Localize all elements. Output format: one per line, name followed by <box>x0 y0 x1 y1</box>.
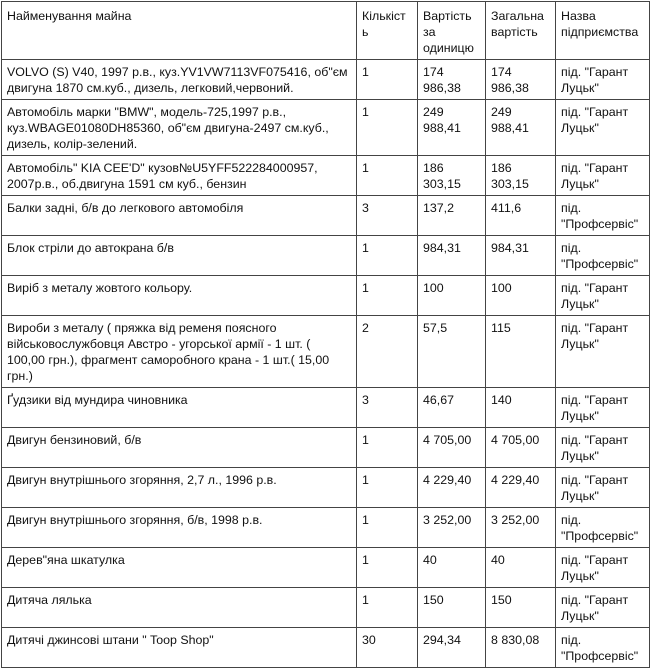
header-company: Назва підприємства <box>556 2 650 60</box>
cell-unit-price: 57,5 <box>418 316 486 388</box>
cell-name: Двигун внутрішнього згоряння, 2,7 л., 1996 р.в. <box>2 468 357 508</box>
table-row <box>2 508 650 548</box>
cell-total-price: 984,31 <box>486 236 556 276</box>
cell-quantity: 3 <box>357 196 418 236</box>
cell-name: VOLVO (S) V40, 1997 р.в., куз.YV1VW7113VF075416, об"єм двигуна 1870 см.куб., дизель, легковий,червоний. <box>2 60 357 100</box>
cell-name: Дерев"яна шкатулка <box>2 548 357 588</box>
cell-unit-price: 46,67 <box>418 388 486 428</box>
cell-company: під. "Профсервіс" <box>556 196 650 236</box>
cell-unit-price: 150 <box>418 588 486 628</box>
cell-company: під. "Профсервіс" <box>556 508 650 548</box>
cell-total-price: 150 <box>486 588 556 628</box>
cell-name: Двигун внутрішнього згоряння, б/в, 1998 р.в. <box>2 508 357 548</box>
cell-company: під. "Гарант Луцьк" <box>556 100 650 156</box>
cell-quantity: 1 <box>357 548 418 588</box>
cell-company: під. "Гарант Луцьк" <box>556 276 650 316</box>
cell-company: під. "Гарант Луцьк" <box>556 156 650 196</box>
cell-company: під. "Гарант Луцьк" <box>556 428 650 468</box>
table-row <box>2 628 650 668</box>
cell-total-price: 4 229,40 <box>486 468 556 508</box>
cell-quantity: 3 <box>357 388 418 428</box>
cell-quantity: 2 <box>357 316 418 388</box>
table-row <box>2 156 650 196</box>
header-name: Найменування майна <box>2 2 357 60</box>
cell-company: під. "Гарант Луцьк" <box>556 588 650 628</box>
table-row <box>2 196 650 236</box>
cell-unit-price: 249 988,41 <box>418 100 486 156</box>
cell-quantity: 1 <box>357 508 418 548</box>
table-row <box>2 588 650 628</box>
cell-company: під. "Профсервіс" <box>556 628 650 668</box>
cell-name: Двигун бензиновий, б/в <box>2 428 357 468</box>
table-row <box>2 548 650 588</box>
table-row <box>2 388 650 428</box>
header-unit-price: Вартість за одиницю <box>418 2 486 60</box>
cell-unit-price: 4 705,00 <box>418 428 486 468</box>
cell-company: під. "Профсервіс" <box>556 236 650 276</box>
header-total-price: Загальна вартість <box>486 2 556 60</box>
cell-company: під. "Гарант Луцьк" <box>556 468 650 508</box>
cell-quantity: 1 <box>357 100 418 156</box>
cell-total-price: 115 <box>486 316 556 388</box>
cell-unit-price: 100 <box>418 276 486 316</box>
cell-total-price: 4 705,00 <box>486 428 556 468</box>
cell-name: Ґудзики від мундира чиновника <box>2 388 357 428</box>
cell-unit-price: 186 303,15 <box>418 156 486 196</box>
table-row <box>2 100 650 156</box>
cell-company: під. "Гарант Луцьк" <box>556 548 650 588</box>
cell-unit-price: 984,31 <box>418 236 486 276</box>
cell-quantity: 1 <box>357 156 418 196</box>
cell-total-price: 186 303,15 <box>486 156 556 196</box>
cell-total-price: 174 986,38 <box>486 60 556 100</box>
cell-name: Балки задні, б/в до легкового автомобіля <box>2 196 357 236</box>
cell-total-price: 249 988,41 <box>486 100 556 156</box>
cell-quantity: 1 <box>357 236 418 276</box>
table-row <box>2 316 650 388</box>
cell-unit-price: 3 252,00 <box>418 508 486 548</box>
cell-total-price: 40 <box>486 548 556 588</box>
cell-name: Автомобіль" KIA CEE'D" кузов№U5YFF522284000957, 2007р.в., об.двигуна 1591 см куб., бензин <box>2 156 357 196</box>
cell-quantity: 1 <box>357 60 418 100</box>
cell-total-price: 140 <box>486 388 556 428</box>
cell-quantity: 30 <box>357 628 418 668</box>
cell-total-price: 3 252,00 <box>486 508 556 548</box>
cell-quantity: 1 <box>357 468 418 508</box>
cell-name: Автомобіль марки "BMW", модель-725,1997 р.в., куз.WBAGE01080DH85360, об"єм двигуна-2497 см.куб., дизель, колір-зелений. <box>2 100 357 156</box>
cell-quantity: 1 <box>357 276 418 316</box>
cell-unit-price: 174 986,38 <box>418 60 486 100</box>
cell-company: під. "Гарант Луцьк" <box>556 60 650 100</box>
cell-unit-price: 137,2 <box>418 196 486 236</box>
table-row <box>2 428 650 468</box>
cell-name: Вироби з металу ( пряжка від ременя поясного військовослужбовця Австро - угорської армії - 1 шт. ( 100,00 грн.), фрагмент саморобного крана - 1 шт.( 15,00 грн.) <box>2 316 357 388</box>
table-row <box>2 60 650 100</box>
cell-total-price: 8 830,08 <box>486 628 556 668</box>
cell-name: Дитяча лялька <box>2 588 357 628</box>
table-body <box>2 60 650 668</box>
table-row <box>2 236 650 276</box>
cell-total-price: 100 <box>486 276 556 316</box>
cell-unit-price: 40 <box>418 548 486 588</box>
cell-quantity: 1 <box>357 428 418 468</box>
cell-quantity: 1 <box>357 588 418 628</box>
table-header-row <box>2 2 650 60</box>
cell-company: під. "Гарант Луцьк" <box>556 316 650 388</box>
property-table <box>1 1 650 668</box>
cell-company: під. "Гарант Луцьк" <box>556 388 650 428</box>
table-row <box>2 468 650 508</box>
cell-total-price: 411,6 <box>486 196 556 236</box>
cell-name: Виріб з металу жовтого кольору. <box>2 276 357 316</box>
cell-unit-price: 4 229,40 <box>418 468 486 508</box>
table-row <box>2 276 650 316</box>
header-quantity: Кількість <box>357 2 418 60</box>
cell-name: Дитячі джинсові штани " Toop Shop" <box>2 628 357 668</box>
cell-name: Блок стріли до автокрана б/в <box>2 236 357 276</box>
cell-unit-price: 294,34 <box>418 628 486 668</box>
